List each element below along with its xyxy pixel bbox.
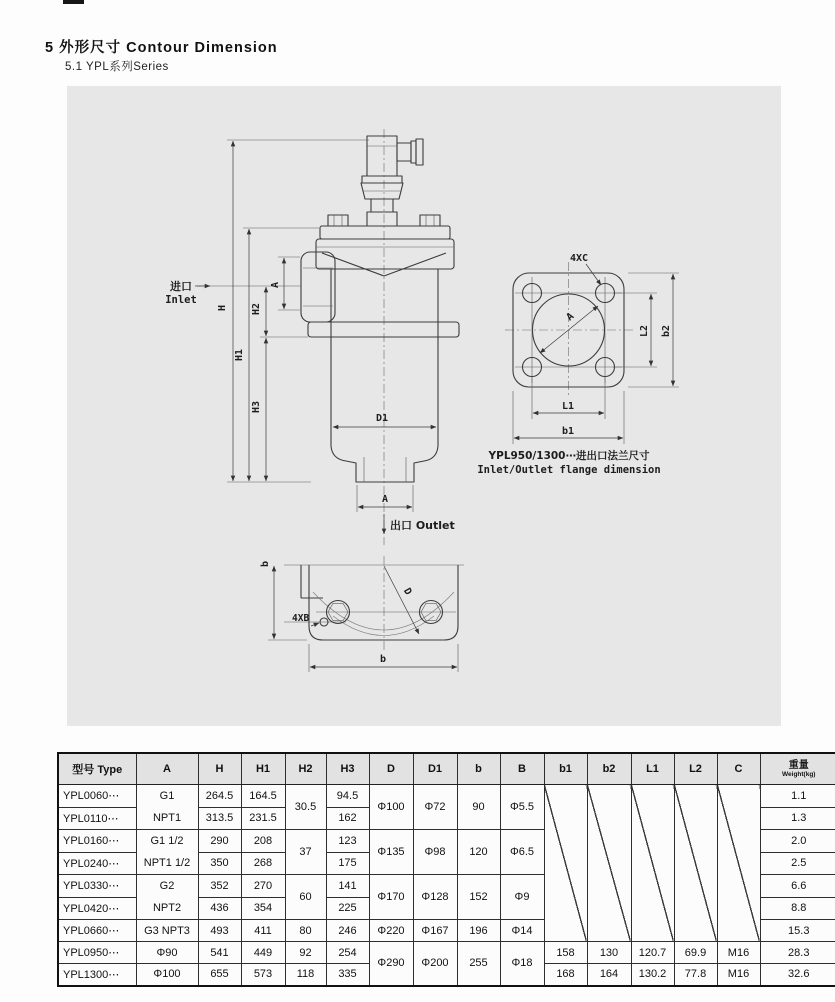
cell-a: Φ100 — [136, 964, 198, 986]
cell-h3: 246 — [326, 920, 369, 942]
col-header-d: D — [369, 753, 413, 785]
dim-label-flange-a: A — [564, 310, 577, 324]
cell-d: Φ170 — [369, 875, 413, 920]
cell-h1: 573 — [241, 964, 285, 986]
cell-type: YPL1300⋯ — [58, 964, 136, 986]
cell-type: YPL0160⋯ — [58, 830, 136, 853]
cell-b: 120 — [457, 830, 500, 875]
cell-h3: 123 — [326, 830, 369, 853]
cell-type: YPL0660⋯ — [58, 920, 136, 942]
col-header-h3: H3 — [326, 753, 369, 785]
col-header-b: b — [457, 753, 500, 785]
cell-type: YPL0240⋯ — [58, 852, 136, 875]
cell-h2: 118 — [285, 964, 326, 986]
cell-h1: 449 — [241, 942, 285, 964]
cell-d1: Φ167 — [413, 920, 457, 942]
col-header-h1: H1 — [241, 753, 285, 785]
dim-label-a-outlet: A — [381, 494, 389, 505]
flange-view — [477, 253, 679, 476]
cell-d1: Φ72 — [413, 785, 457, 830]
cell-d: Φ135 — [369, 830, 413, 875]
col-header-b1: b1 — [544, 753, 587, 785]
cell-h: 493 — [198, 920, 241, 942]
cell-l2: 69.9 — [674, 942, 717, 964]
cell-bb: Φ18 — [500, 942, 544, 986]
cell-weight: 28.3 — [760, 942, 835, 964]
table-row — [58, 942, 835, 964]
dim-label-b1: b1 — [561, 426, 575, 437]
cell-weight: 1.1 — [760, 785, 835, 808]
cell-l2-na — [674, 785, 717, 942]
dim-label-h2: H2 — [251, 302, 262, 316]
cell-weight: 15.3 — [760, 920, 835, 942]
cell-a: G3 NPT3 — [136, 920, 198, 942]
cell-h: 264.5 — [198, 785, 241, 808]
cell-b: 90 — [457, 785, 500, 830]
technical-drawing-svg — [67, 86, 781, 726]
cell-c: M16 — [717, 942, 760, 964]
cell-type: YPL0950⋯ — [58, 942, 136, 964]
cell-h: 436 — [198, 897, 241, 920]
cell-b2: 164 — [587, 964, 631, 986]
cell-a-line1: G1 — [159, 790, 175, 802]
cell-h3: 141 — [326, 875, 369, 898]
cell-h: 655 — [198, 964, 241, 986]
dim-label-a-side: A — [270, 281, 281, 289]
cell-h1: 270 — [241, 875, 285, 898]
cell-h2: 60 — [285, 875, 326, 920]
cell-type: YPL0110⋯ — [58, 807, 136, 830]
flange-caption-cn: YPL950/1300⋯进出口法兰尺寸 — [488, 450, 650, 462]
inlet-label-cn: 进口 — [170, 280, 192, 293]
col-header-l2: L2 — [674, 753, 717, 785]
table-header-row — [58, 753, 835, 785]
cell-type: YPL0060⋯ — [58, 785, 136, 808]
cell-h1: 354 — [241, 897, 285, 920]
cell-h2: 37 — [285, 830, 326, 875]
cell-a-line1: G2 — [159, 880, 175, 892]
cell-b1-na — [544, 785, 587, 942]
dim-label-h1: H1 — [234, 348, 245, 362]
cell-h1: 268 — [241, 852, 285, 875]
contour-dimension-drawing — [67, 86, 781, 726]
cell-a — [136, 875, 198, 920]
dim-label-h: H — [217, 304, 228, 312]
cell-a-line2: NPT1 1/2 — [143, 857, 191, 869]
cell-h3: 225 — [326, 897, 369, 920]
page-title: 5 外形尺寸 Contour Dimension — [45, 40, 278, 56]
cell-d: Φ290 — [369, 942, 413, 986]
cell-d: Φ220 — [369, 920, 413, 942]
inlet-label-en: Inlet — [165, 294, 197, 306]
dim-label-d: D — [400, 586, 414, 598]
cell-bb: Φ9 — [500, 875, 544, 920]
dim-label-b-horizontal: b — [379, 654, 387, 665]
col-header-h: H — [198, 753, 241, 785]
cell-bb: Φ14 — [500, 920, 544, 942]
dim-label-h3: H3 — [251, 400, 262, 414]
cell-a — [136, 830, 198, 875]
cell-bb: Φ5.5 — [500, 785, 544, 830]
cell-a-line2: NPT2 — [152, 902, 182, 914]
cell-a — [136, 785, 198, 830]
weight-header-en: Weight(kg) — [782, 770, 816, 778]
cell-h: 290 — [198, 830, 241, 853]
cell-h2: 30.5 — [285, 785, 326, 830]
dim-label-l2: L2 — [639, 324, 650, 338]
cell-d: Φ100 — [369, 785, 413, 830]
cell-d1: Φ98 — [413, 830, 457, 875]
dim-label-b2: b2 — [661, 324, 672, 338]
cell-weight: 1.3 — [760, 807, 835, 830]
cell-h3: 162 — [326, 807, 369, 830]
cell-h3: 254 — [326, 942, 369, 964]
cell-weight: 32.6 — [760, 964, 835, 986]
cell-type: YPL0420⋯ — [58, 897, 136, 920]
cell-h2: 80 — [285, 920, 326, 942]
cell-h: 350 — [198, 852, 241, 875]
cell-h1: 231.5 — [241, 807, 285, 830]
cell-h3: 94.5 — [326, 785, 369, 808]
dim-label-d1: D1 — [375, 413, 389, 424]
outlet-label: 出口 Outlet — [390, 519, 455, 532]
col-header-d1: D1 — [413, 753, 457, 785]
weight-header-cn: 重量 — [788, 759, 809, 771]
col-header-type: 型号 Type — [58, 753, 136, 785]
cell-h: 541 — [198, 942, 241, 964]
cell-c-na — [717, 785, 760, 942]
cell-b1: 158 — [544, 942, 587, 964]
cell-b: 255 — [457, 942, 500, 986]
cell-d1: Φ200 — [413, 942, 457, 986]
table-row — [58, 785, 835, 808]
cell-b: 152 — [457, 875, 500, 920]
cell-l1: 130.2 — [631, 964, 674, 986]
cell-weight: 2.0 — [760, 830, 835, 853]
cell-weight: 6.6 — [760, 875, 835, 898]
dim-label-b-vertical: b — [260, 560, 271, 568]
flange-caption-en: Inlet/Outlet flange dimension — [477, 464, 661, 476]
cell-h1: 164.5 — [241, 785, 285, 808]
front-view — [165, 129, 459, 545]
cell-l1-na — [631, 785, 674, 942]
cell-c: M16 — [717, 964, 760, 986]
cell-a-line2: NPT1 — [152, 812, 182, 824]
col-header-bb: B — [500, 753, 544, 785]
cell-a-line1: G1 1/2 — [150, 835, 184, 847]
dimension-table — [57, 752, 835, 987]
cell-d1: Φ128 — [413, 875, 457, 920]
cell-b2-na — [587, 785, 631, 942]
col-header-l1: L1 — [631, 753, 674, 785]
cell-l1: 120.7 — [631, 942, 674, 964]
col-header-c: C — [717, 753, 760, 785]
cell-b1: 168 — [544, 964, 587, 986]
cell-h1: 411 — [241, 920, 285, 942]
cell-h1: 208 — [241, 830, 285, 853]
col-header-h2: H2 — [285, 753, 326, 785]
col-header-a: A — [136, 753, 198, 785]
page-corner-mark — [63, 0, 84, 4]
dim-label-l1: L1 — [561, 401, 575, 412]
bottom-view — [260, 556, 464, 672]
cell-b: 196 — [457, 920, 500, 942]
cell-bb: Φ6.5 — [500, 830, 544, 875]
cell-b2: 130 — [587, 942, 631, 964]
cell-h3: 335 — [326, 964, 369, 986]
page-subtitle: 5.1 YPL系列Series — [65, 61, 169, 73]
dim-label-4xc: 4XC — [569, 253, 589, 264]
col-header-b2: b2 — [587, 753, 631, 785]
cell-a: Φ90 — [136, 942, 198, 964]
cell-l2: 77.8 — [674, 964, 717, 986]
cell-h: 313.5 — [198, 807, 241, 830]
cell-weight: 8.8 — [760, 897, 835, 920]
cell-h2: 92 — [285, 942, 326, 964]
cell-weight: 2.5 — [760, 852, 835, 875]
col-header-weight — [760, 753, 835, 785]
cell-type: YPL0330⋯ — [58, 875, 136, 898]
dim-label-4xb: 4XB — [292, 613, 310, 624]
cell-h: 352 — [198, 875, 241, 898]
cell-h3: 175 — [326, 852, 369, 875]
